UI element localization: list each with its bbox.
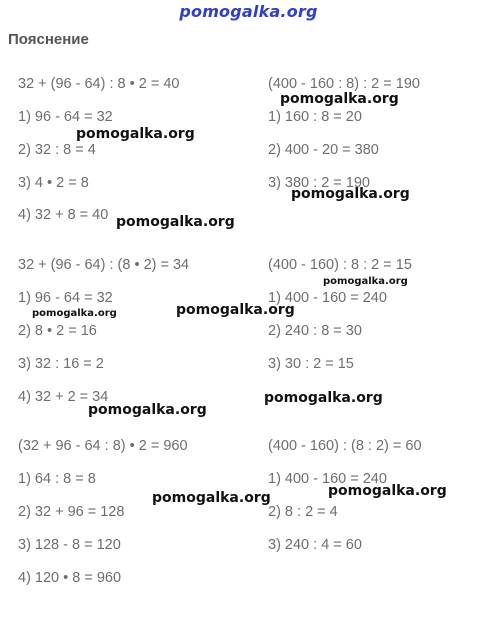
step-3-3: 3) 32 : 16 = 2 bbox=[18, 356, 104, 372]
step-4-3: 3) 30 : 2 = 15 bbox=[268, 356, 354, 372]
step-2-2: 2) 400 - 20 = 380 bbox=[268, 142, 379, 158]
step-5-4: 4) 120 • 8 = 960 bbox=[18, 570, 122, 586]
step-5-1: 1) 64 : 8 = 8 bbox=[18, 471, 96, 487]
step-5-3: 3) 128 - 8 = 120 bbox=[18, 537, 121, 553]
watermark: pomogalka.org bbox=[116, 214, 235, 230]
expression-5: (32 + 96 - 64 : 8) • 2 = 960 bbox=[18, 438, 188, 454]
step-6-3: 3) 240 : 4 = 60 bbox=[268, 537, 362, 553]
expression-3: 32 + (96 - 64) : (8 • 2) = 34 bbox=[18, 257, 190, 273]
watermark: pomogalka.org bbox=[264, 390, 383, 406]
step-1-3: 3) 4 • 2 = 8 bbox=[18, 175, 89, 191]
watermark: pomogalka.org bbox=[328, 483, 447, 499]
step-3-1: 1) 96 - 64 = 32 bbox=[18, 290, 113, 306]
watermark: pomogalka.org bbox=[176, 302, 295, 318]
step-3-4: 4) 32 + 2 = 34 bbox=[18, 389, 109, 405]
watermark: pomogalka.org bbox=[323, 276, 408, 287]
step-5-2: 2) 32 + 96 = 128 bbox=[18, 504, 125, 520]
step-1-2: 2) 32 : 8 = 4 bbox=[18, 142, 96, 158]
expression-4: (400 - 160) : 8 : 2 = 15 bbox=[268, 257, 412, 273]
watermark: pomogalka.org bbox=[76, 126, 195, 142]
step-4-2: 2) 240 : 8 = 30 bbox=[268, 323, 362, 339]
section-title: Пояснение bbox=[8, 31, 89, 48]
expression-1: 32 + (96 - 64) : 8 • 2 = 40 bbox=[18, 76, 180, 92]
watermark: pomogalka.org bbox=[280, 91, 399, 107]
watermark: pomogalka.org bbox=[152, 490, 271, 506]
step-4-1: 1) 400 - 160 = 240 bbox=[268, 290, 387, 306]
watermark: pomogalka.org bbox=[32, 308, 117, 319]
step-1-1: 1) 96 - 64 = 32 bbox=[18, 109, 113, 125]
step-6-2: 2) 8 : 2 = 4 bbox=[268, 504, 338, 520]
expression-6: (400 - 160) : (8 : 2) = 60 bbox=[268, 438, 422, 454]
step-1-4: 4) 32 + 8 = 40 bbox=[18, 207, 109, 223]
step-2-1: 1) 160 : 8 = 20 bbox=[268, 109, 362, 125]
step-2-3: 3) 380 : 2 = 190 bbox=[268, 175, 370, 191]
step-6-1: 1) 400 - 160 = 240 bbox=[268, 471, 387, 487]
expression-2: (400 - 160 : 8) : 2 = 190 bbox=[268, 76, 420, 92]
watermark: pomogalka.org bbox=[88, 402, 207, 418]
site-logo[interactable]: pomogalka.org bbox=[179, 2, 318, 21]
watermark: pomogalka.org bbox=[291, 186, 410, 202]
step-3-2: 2) 8 • 2 = 16 bbox=[18, 323, 97, 339]
